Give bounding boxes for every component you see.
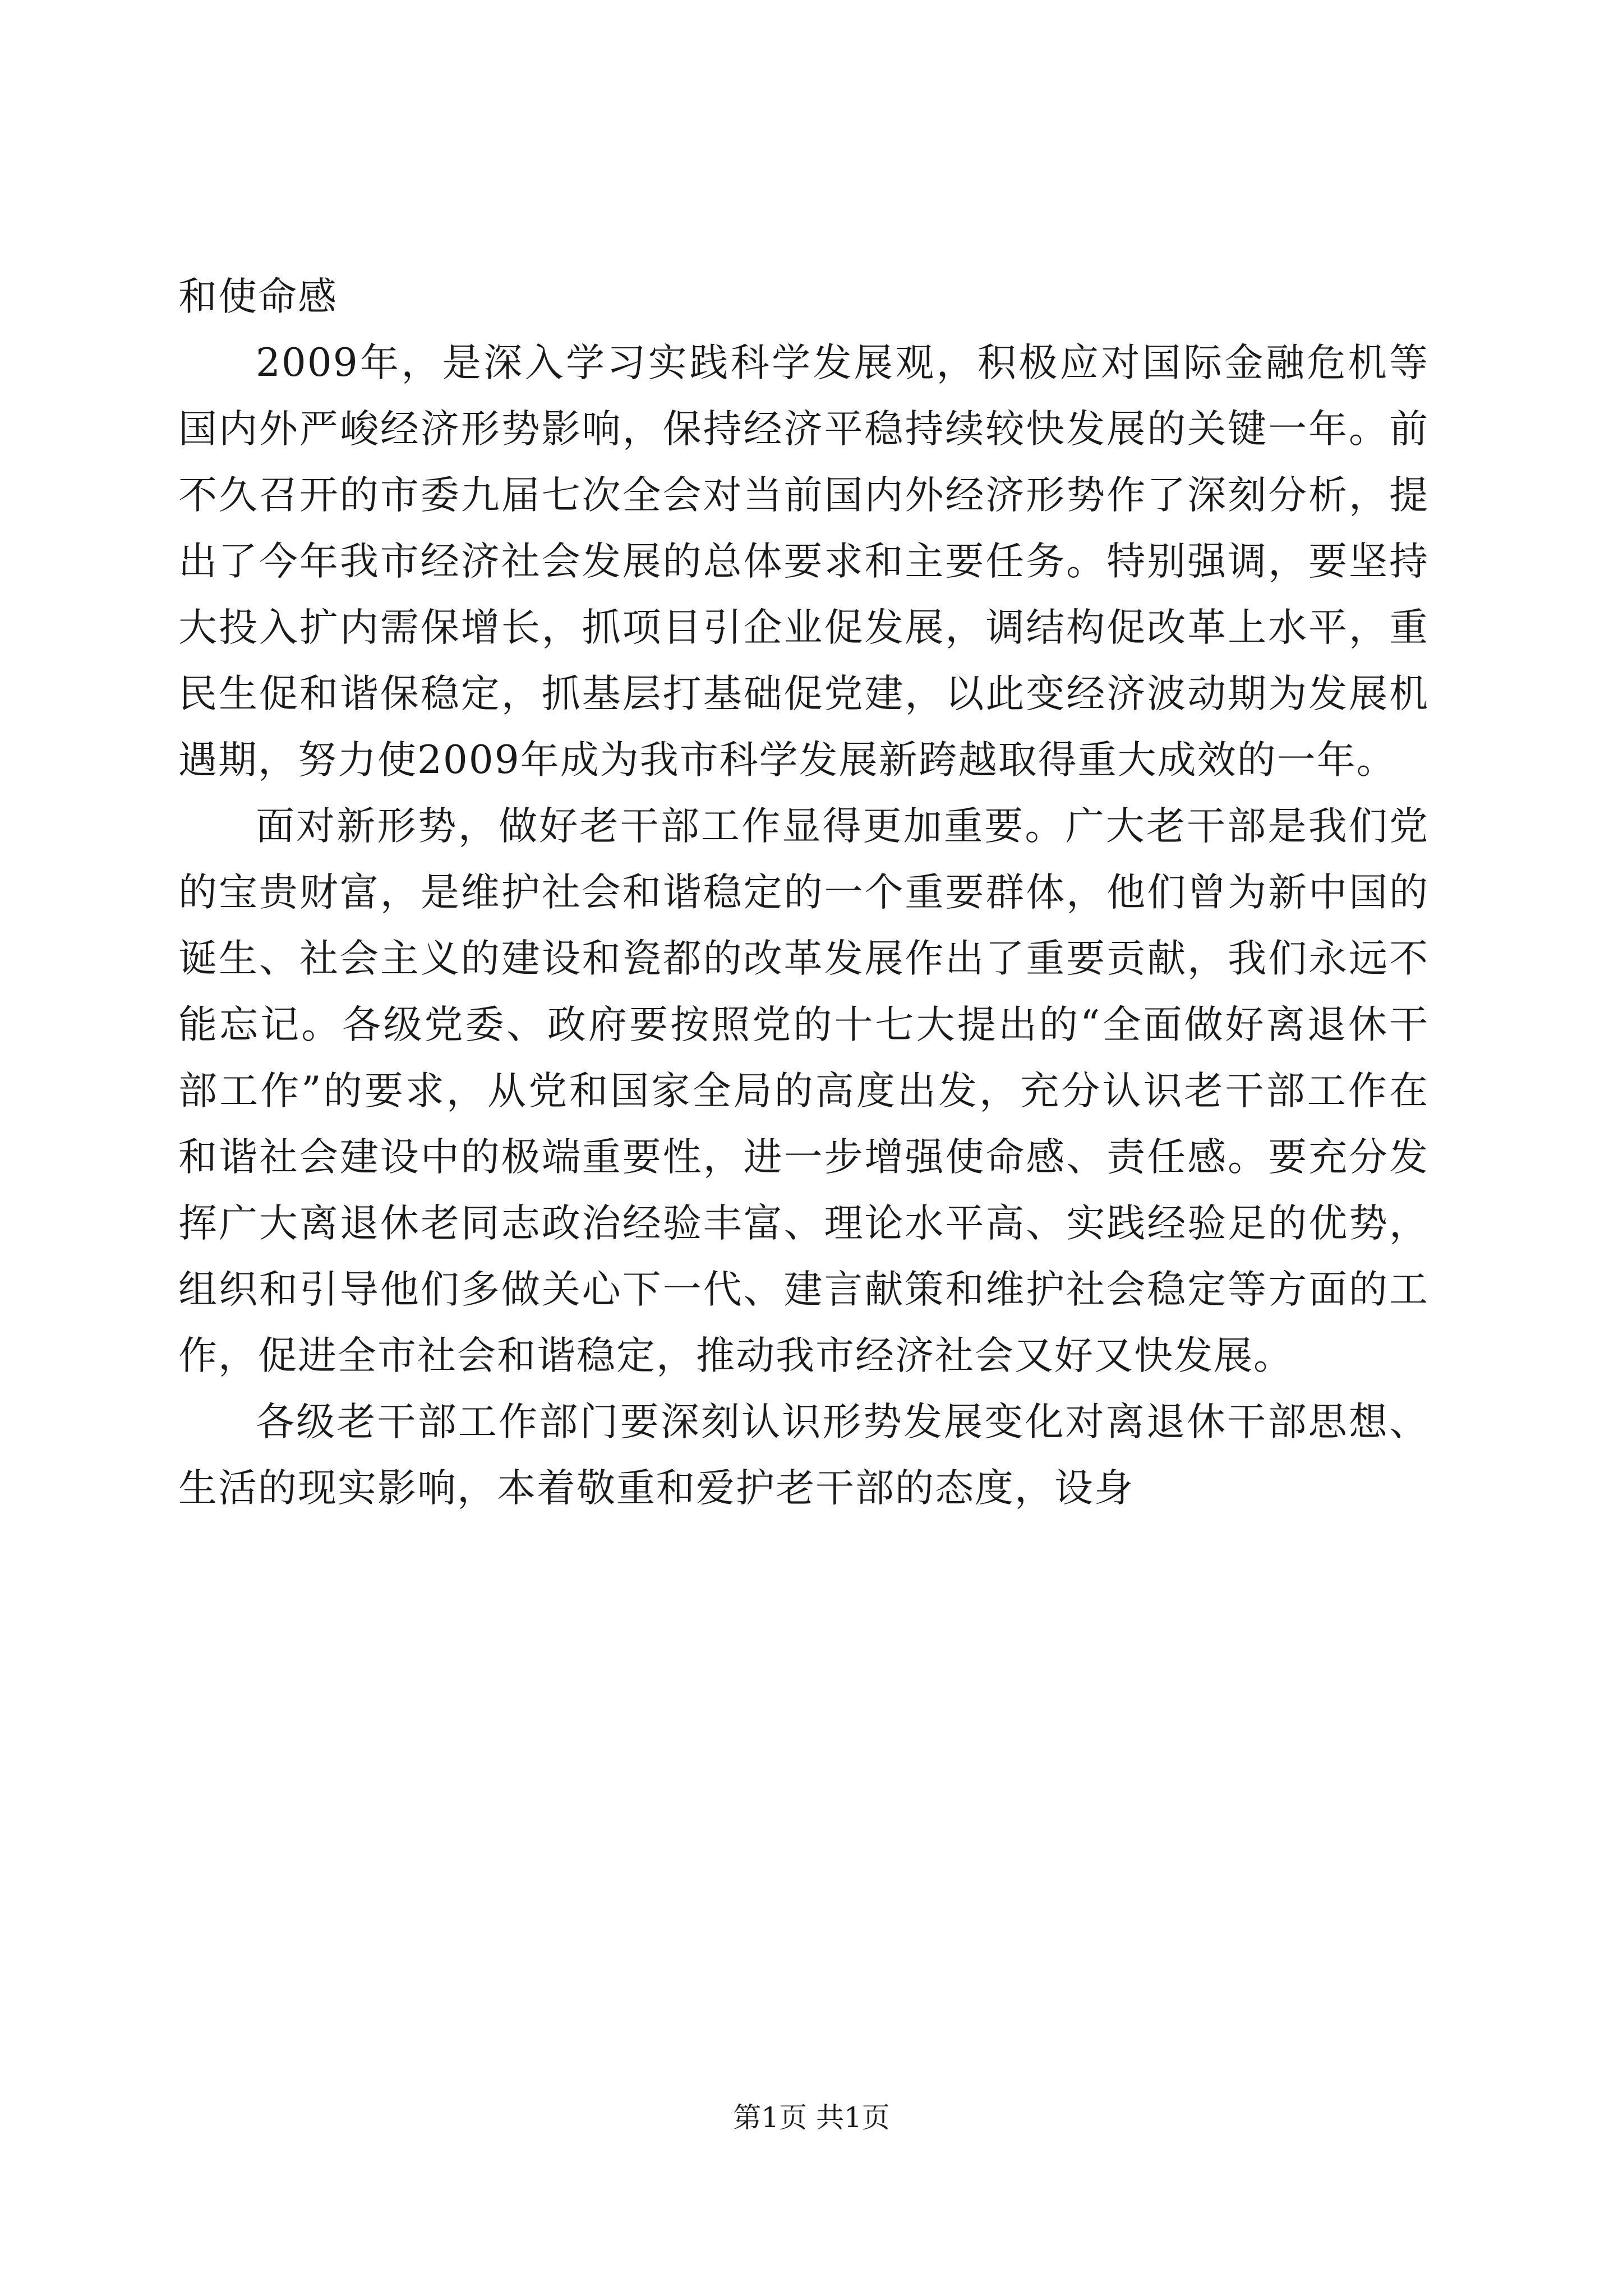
page-footer: 第1页 共1页 — [733, 2101, 890, 2134]
paragraph-department-responsibility: 各级老干部工作部门要深刻认识形势发展变化对离退休干部思想、生活的现实影响，本着敬重和爱护老干部的态度，设身 — [178, 1400, 1429, 1511]
document-body — [178, 264, 1429, 1521]
paragraph-economic-situation: 2009年，是深入学习实践科学发展观，积极应对国际金融危机等国内外严峻经济形势影响，保持经济平稳持续较快发展的关键一年。前不久召开的市委九届七次全会对当前国内外经济形势作了深刻分析，提出了今年我市经济社会发展的总体要求和主要任务。特别强调，要坚持大投入扩内需保增长，抓项目引企业促发展，调结构促改革上水平，重民生促和谐保稳定，抓基层打基础促党建，以此变经济波动期为发展机遇期，努力使2009年成为我市科学发展新跨越取得重大成效的一年。 — [178, 341, 1429, 783]
paragraph-continuation: 和使命感 — [178, 274, 338, 319]
paragraph-veteran-cadre-importance: 面对新形势，做好老干部工作显得更加重要。广大老干部是我们党的宝贵财富，是维护社会和谐稳定的一个重要群体，他们曾为新中国的诞生、社会主义的建设和瓷都的改革发展作出了重要贡献，我们永远不能忘记。各级党委、政府要按照党的十七大提出的“全面做好离退休干部工作”的要求，从党和国家全局的高度出发，充分认识老干部工作在和谐社会建设中的极端重要性，进一步增强使命感、责任感。要充分发挥广大离退休老同志政治经验丰富、理论水平高、实践经验足的优势，组织和引导他们多做关心下一代、建言献策和维护社会稳定等方面的工作，促进全市社会和谐稳定，推动我市经济社会又好又快发展。 — [178, 804, 1429, 1378]
